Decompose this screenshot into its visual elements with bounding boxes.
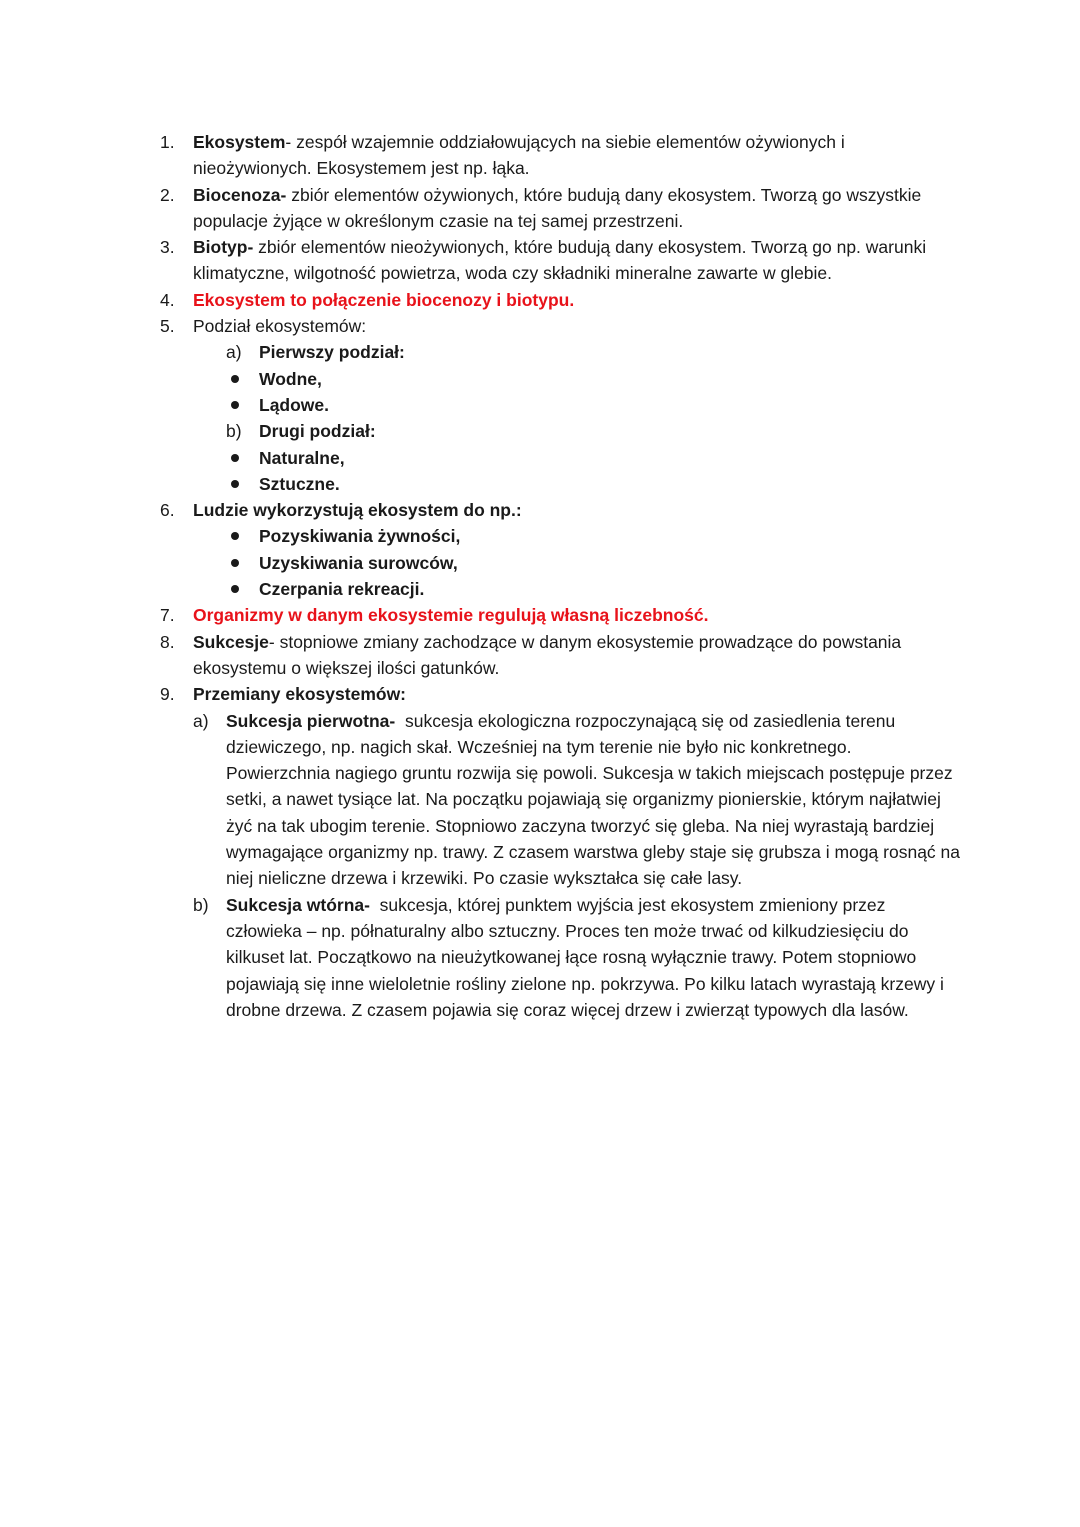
sublist-marker: a) xyxy=(226,342,242,363)
bullet-item xyxy=(160,576,960,602)
bullet-text: Pozyskiwania żywności, xyxy=(259,526,461,547)
highlight-text: Ekosystem to połączenie biocenozy i biotypu. xyxy=(193,289,575,310)
sublist-item xyxy=(160,418,960,444)
bullet-icon xyxy=(231,532,239,540)
term-ekosystem: Ekosystem xyxy=(193,132,286,152)
notes-list xyxy=(160,129,965,1023)
sublist-item xyxy=(160,339,960,365)
bullet-item xyxy=(160,523,960,549)
list-item xyxy=(160,313,960,339)
bullet-item xyxy=(160,392,960,418)
bullet-icon xyxy=(231,480,239,488)
highlight-text: Organizmy w danym ekosystemie regulują własną liczebność. xyxy=(193,605,709,626)
item-text: Ludzie wykorzystują ekosystem do np.: xyxy=(193,500,522,521)
item-number: 6. xyxy=(160,500,175,521)
bullet-icon xyxy=(231,454,239,462)
list-item xyxy=(160,602,960,628)
bullet-icon xyxy=(231,559,239,567)
sublist-marker: a) xyxy=(193,710,209,731)
term-biotyp: Biotyp- xyxy=(193,237,254,258)
definition-text: - stopniowe zmiany zachodzące w danym ekosystemie prowadzące do powstania ekosystemu o większej ilości gatunków. xyxy=(193,631,902,678)
definition-text: sukcesja, której punktem wyjścia jest ekosystem zmieniony przez człowieka – np. półnaturalny albo sztuczny. Proces ten może trwać od kilkudziesięciu do kilkuset lat. Początkowo na nieużytkowanej łące rosną wyłącznie trawy. Potem stopniowo pojawiają się inne wieloletnie rośliny zielone np. pokrzywa. Po kilku latach wyrastają krzewy i drobne drzewa. Z czasem pojawia się coraz więcej drzew i zwierząt typowych dla lasów. xyxy=(226,894,949,1020)
term-sukcesja-pierwotna: Sukcesja pierwotna- xyxy=(226,710,396,731)
sublist-marker: b) xyxy=(193,894,209,915)
bullet-text: Lądowe. xyxy=(259,394,330,415)
definition-text: - zespół wzajemnie oddziałowujących na siebie elementów ożywionych i nieożywionych. Ekosystemem jest np. łąka. xyxy=(193,132,845,179)
item-number: 7. xyxy=(160,605,175,626)
bullet-item xyxy=(160,471,960,497)
bullet-item xyxy=(160,445,960,471)
item-number: 3. xyxy=(160,237,175,258)
bullet-item xyxy=(160,366,960,392)
sublist-label: Drugi podział: xyxy=(259,421,376,442)
item-number: 9. xyxy=(160,684,175,705)
bullet-icon xyxy=(231,401,239,409)
definition-text: sukcesja ekologiczna rozpoczynającą się od zasiedlenia terenu dziewiczego, np. nagich skał. Wcześniej na tym terenie nie było nic konkretnego. Powierzchnia nagiego gruntu rozwija się powoli. Sukcesja w takich miejscach postępuje przez setki, a nawet tysiące lat. Na początku pojawiają się organizmy pionierskie, którym najłatwiej żyć na tak ubogim terenie. Stopniowo zaczyna tworzyć się gleba. Na niej wyrastają bardziej wymagające organizmy np. trawy. Z czasem warstwa gleby staje się grubsza i mogą rosnąć na niej nieliczne drzewa i krzewiki. Po czasie wykształca się całe lasy. xyxy=(226,710,965,889)
list-item xyxy=(160,234,960,287)
term-biocenoza: Biocenoza- xyxy=(193,184,287,205)
sublist-item xyxy=(160,708,965,892)
definition-text: zbiór elementów nieożywionych, które budują dany ekosystem. Tworzą go np. warunki klimatyczne, wilgotność powietrza, woda czy składniki mineralne zawarte w glebie. xyxy=(193,237,927,284)
item-text: Podział ekosystemów: xyxy=(193,316,367,337)
item-number: 4. xyxy=(160,289,175,310)
term-sukcesja-wtorna: Sukcesja wtórna- xyxy=(226,894,370,915)
bullet-text: Uzyskiwania surowców, xyxy=(259,552,458,573)
definition-text: zbiór elementów ożywionych, które budują dany ekosystem. Tworzą go wszystkie populacje żyjące w określonym czasie na tej samej przestrzeni. xyxy=(193,184,922,231)
bullet-text: Czerpania rekreacji. xyxy=(259,579,425,600)
bullet-text: Wodne, xyxy=(259,368,322,389)
bullet-text: Naturalne, xyxy=(259,447,345,468)
list-item xyxy=(160,629,960,682)
list-item xyxy=(160,497,960,523)
item-number: 1. xyxy=(160,132,175,152)
bullet-icon xyxy=(231,585,239,593)
sublist-label: Pierwszy podział: xyxy=(259,342,405,363)
list-item xyxy=(160,681,960,707)
item-number: 5. xyxy=(160,316,175,337)
item-number: 8. xyxy=(160,631,175,652)
sublist-item xyxy=(160,892,960,1023)
list-item xyxy=(160,182,960,235)
list-item xyxy=(160,129,960,182)
sublist-marker: b) xyxy=(226,421,242,442)
list-item xyxy=(160,287,960,313)
term-sukcesje: Sukcesje xyxy=(193,631,269,652)
item-text: Przemiany ekosystemów: xyxy=(193,684,407,705)
bullet-item xyxy=(160,550,960,576)
bullet-text: Sztuczne. xyxy=(259,473,340,494)
bullet-icon xyxy=(231,375,239,383)
item-number: 2. xyxy=(160,184,175,205)
